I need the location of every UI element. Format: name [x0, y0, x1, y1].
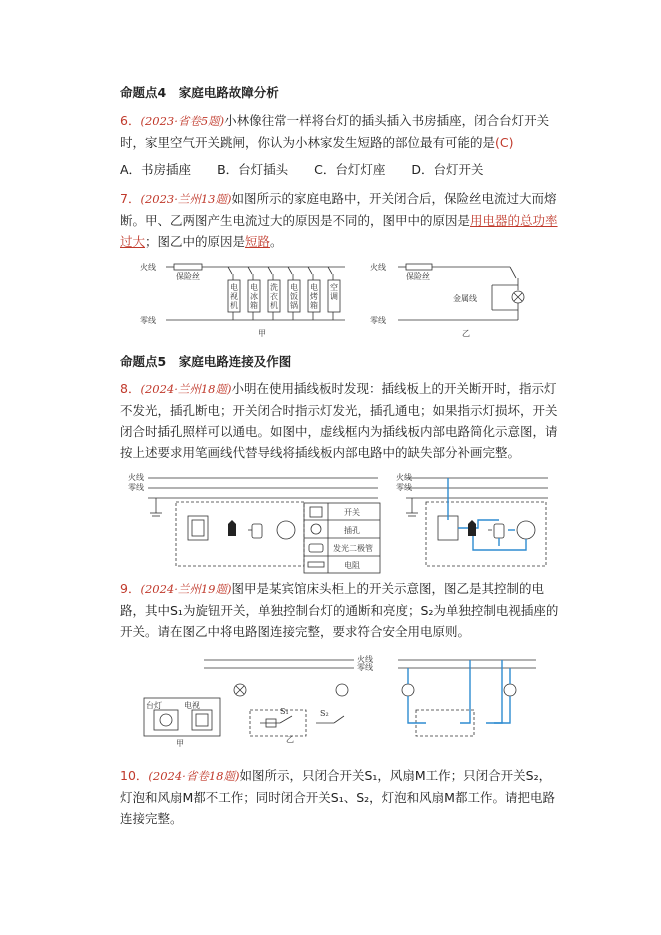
appliance-branch-part: 洗 — [270, 283, 278, 292]
appliance-branch-part — [308, 267, 312, 274]
figure-9 — [140, 650, 540, 750]
appliance-branch-part: 空 — [330, 283, 338, 292]
option-c: C．台灯灯座 — [314, 162, 386, 177]
option-a: A．书房插座 — [120, 162, 192, 177]
question-number: 8． — [120, 381, 141, 396]
figure-8 — [128, 468, 550, 574]
answer-wires — [408, 660, 510, 723]
question-source: (2023·兰州13题) — [140, 192, 232, 206]
section-title-4: 命题点4 家庭电路故障分析 — [120, 85, 279, 100]
question-number: 10． — [120, 768, 149, 783]
live-label: 火线 — [128, 473, 144, 482]
figure-7 — [140, 252, 540, 342]
live-label: 火线 — [140, 263, 156, 272]
question-6 — [120, 110, 560, 153]
question-text: 图甲是某宾馆床头柜上的开关示意图，图乙是其控制的电路，其中S₁为旋钮开关，单独控制台灯的通断和亮度；S₂为单独控制电视插座的开关。请在图乙中将电路图连接完整，要求符合安全用电原则。 — [120, 581, 559, 639]
neutral-label: 零线 — [357, 663, 373, 672]
svg-text:零线: 零线 — [396, 483, 412, 492]
appliance-branch-part — [248, 267, 252, 274]
appliance-branch-part: 机 — [270, 301, 278, 310]
answer-wires — [448, 478, 526, 550]
figure-label-b: 乙 — [462, 329, 470, 338]
question-source: (2024·省卷18题) — [148, 769, 240, 783]
appliance-branch-part — [228, 267, 232, 274]
s1-label: S₁ — [280, 707, 289, 716]
appliance-branch-part: 电 — [310, 283, 318, 292]
appliance-branch-part — [268, 267, 272, 274]
appliance-branch-part — [288, 267, 292, 274]
question-text: 如图所示，只闭合开关S₁，风扇M工作；只闭合开关S₂，灯泡和风扇M都不工作；同时闭合开关S₁、S₂，灯泡和风扇M都工作。请把电路连接完整。 — [120, 768, 555, 826]
appliance-branch-part: 电 — [290, 283, 298, 292]
answer-1: 用电器的总功率过大 — [120, 213, 558, 249]
appliance-branch-part: 机 — [230, 301, 238, 310]
question-7: 7．(2023·兰州13题)如图所示的家庭电路中，开关闭合后，保险丝电流过大而熔断。甲、乙两图产生电流过大的原因是不同的，图甲中的原因是用电器的总功率过大；图乙中的原因是短路。 — [120, 191, 558, 249]
question-10 — [120, 765, 560, 829]
question-source: (2024·兰州19题) — [140, 582, 232, 596]
question-text: 如图所示的家庭电路中，开关闭合后，保险丝电流过大而熔断。甲、乙两图产生电流过大的原因是不同的，图甲中的原因是 — [120, 191, 557, 228]
appliance-branch-part: 电 — [230, 283, 238, 292]
live-label: 火线 — [357, 655, 373, 664]
appliance-branch-part: 锅 — [290, 301, 298, 310]
neutral-label: 零线 — [140, 316, 156, 325]
question-number: 9． — [120, 581, 141, 596]
legend-socket: 插孔 — [344, 526, 360, 535]
led-icon-b — [468, 520, 476, 536]
figure-label-a: 甲 — [176, 739, 184, 748]
section-title-5: 命题点5 家庭电路连接及作图 — [120, 354, 292, 369]
question-text-2: ；图乙中的原因是 — [145, 234, 246, 249]
options-6 — [120, 160, 510, 178]
fuse-label: 保险丝 — [176, 272, 200, 281]
answer-2: 短路 — [245, 234, 271, 249]
appliance-branch-part: 衣 — [270, 292, 278, 301]
figure-label-a: 甲 — [258, 329, 266, 338]
legend-resistor: 电阻 — [344, 561, 360, 570]
question-text: 小林像往常一样将台灯的插头插入书房插座，闭合台灯开关时，家里空气开关跳闸，你认为小林家发生短路的部位最有可能的是 — [120, 113, 550, 150]
question-text: 小明在使用插线板时发现：插线板上的开关断开时，指示灯不发光，插孔断电；开关闭合时指示灯发光，插孔通电；如果指示灯损坏，开关闭合时插孔照样可以通电。如图中，虚线框内为插线板内部电路简化示意图，请按上述要求用笔画线代替导线将插线板内部电路中的缺失部分补画完整。 — [120, 381, 558, 460]
s2-label: S₂ — [320, 709, 329, 718]
option-d: D．台灯开关 — [411, 162, 484, 177]
appliance-branch-part: 箱 — [250, 301, 258, 310]
question-8 — [120, 378, 560, 463]
led-icon — [228, 520, 236, 536]
appliance-branch-part: 烤 — [310, 292, 318, 301]
appliance-branch-part: 冰 — [250, 292, 258, 301]
option-b: B．台灯插头 — [217, 162, 289, 177]
appliance-branch-part: 调 — [330, 292, 338, 301]
legend-led: 发光二极管 — [333, 544, 373, 553]
appliance-branch-part: 电 — [250, 283, 258, 292]
answer: (C) — [495, 135, 514, 150]
metal-wire-label: 金属线 — [453, 294, 477, 303]
question-source: (2024·兰州18题) — [140, 382, 232, 396]
fuse-label-b: 保险丝 — [406, 272, 430, 281]
tv-btn-label: 电视 — [184, 701, 200, 710]
neutral-label: 零线 — [128, 483, 144, 492]
live-label-b: 火线 — [370, 263, 386, 272]
lamp-btn-label: 台灯 — [146, 701, 162, 710]
svg-text:火线: 火线 — [396, 473, 412, 482]
figure-label-b: 乙 — [286, 735, 294, 744]
appliance-branch-part: 视 — [230, 292, 238, 301]
question-9 — [120, 578, 560, 642]
appliance-branch-part — [328, 267, 332, 274]
question-source: (2023·省卷5题) — [140, 114, 225, 128]
neutral-label-b: 零线 — [370, 316, 386, 325]
appliance-branch-part: 饭 — [290, 292, 298, 301]
legend-switch: 开关 — [344, 508, 360, 517]
question-number: 6． — [120, 113, 141, 128]
question-number: 7． — [120, 191, 141, 206]
appliance-branch-part: 箱 — [310, 301, 318, 310]
